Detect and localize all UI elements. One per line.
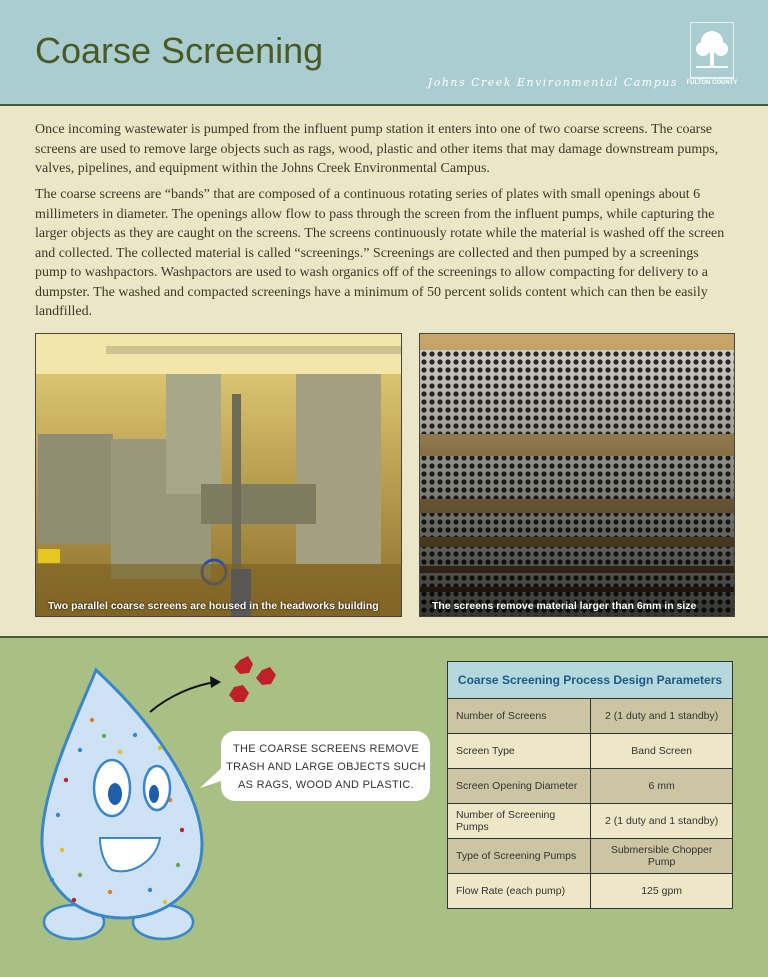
photo-caption-2: The screens remove material larger than 6mm in size <box>432 600 697 612</box>
row-value: Submersible Chopper Pump <box>591 839 733 874</box>
fulton-county-logo <box>690 22 734 86</box>
screen-plates-photo <box>419 333 735 617</box>
row-label: Screen Opening Diameter <box>448 769 591 804</box>
row-value: 125 gpm <box>591 874 733 909</box>
water-drop-mascot <box>0 640 440 977</box>
table-row <box>448 874 733 909</box>
debris-icon <box>234 656 253 674</box>
row-label: Type of Screening Pumps <box>448 839 591 874</box>
row-label: Number of Screening Pumps <box>448 804 591 839</box>
page-header <box>0 0 768 106</box>
screen-plates-image <box>420 334 734 616</box>
photo-caption-1: Two parallel coarse screens are housed in the headworks building <box>48 600 379 612</box>
headworks-image <box>36 334 401 616</box>
row-value: 2 (1 duty and 1 standby) <box>591 804 733 839</box>
table-title: Coarse Screening Process Design Parameters <box>448 662 733 699</box>
row-label: Number of Screens <box>448 699 591 734</box>
campus-name: Johns Creek Environmental Campus <box>427 76 678 89</box>
design-parameters-table <box>447 661 733 909</box>
page-title: Coarse Screening <box>35 30 324 71</box>
speech-bubble-text: THE COARSE SCREENS REMOVE TRASH AND LARGE OBJECTS SUCH AS RAGS, WOOD AND PLASTIC. <box>226 743 426 791</box>
table-row <box>448 734 733 769</box>
row-label: Flow Rate (each pump) <box>448 874 591 909</box>
table-row <box>448 804 733 839</box>
row-value: 6 mm <box>591 769 733 804</box>
table-row <box>448 699 733 734</box>
row-value: Band Screen <box>591 734 733 769</box>
headworks-photo <box>35 333 402 617</box>
arrow-icon <box>150 682 216 712</box>
intro-section <box>0 106 768 638</box>
logo-text: FULTON COUNTY <box>686 80 738 86</box>
intro-paragraph-2: The coarse screens are “bands” that are composed of a continuous rotating series of plates with small openings about 6 millimeters in diameter. The openings allow flow to pass through the screen from the influent pumps, while capturing the larger objects as they are caught on the screens. The screens continuously rotate while the material is washed off the screen and collected. The collected material is called “screenings.” Screenings are collected and then pumped by a screenings pump to washpactors. Washpactors are used to wash organics off of the screenings to allow compacting for delivery to a dumpster. The washed and compacted screenings have a minimum of 50 percent solids content which can then be easily landfilled. <box>35 187 725 319</box>
table-row <box>448 769 733 804</box>
intro-paragraph-1: Once incoming wastewater is pumped from the influent pump station it enters into one of two coarse screens. The coarse screens are used to remove large objects such as rags, wood, plastic and other items that may damage downstream pumps, valves, pipelines, and equipment within the Johns Creek Environmental Campus. <box>35 122 719 176</box>
row-label: Screen Type <box>448 734 591 769</box>
table-row <box>448 839 733 874</box>
row-value: 2 (1 duty and 1 standby) <box>591 699 733 734</box>
